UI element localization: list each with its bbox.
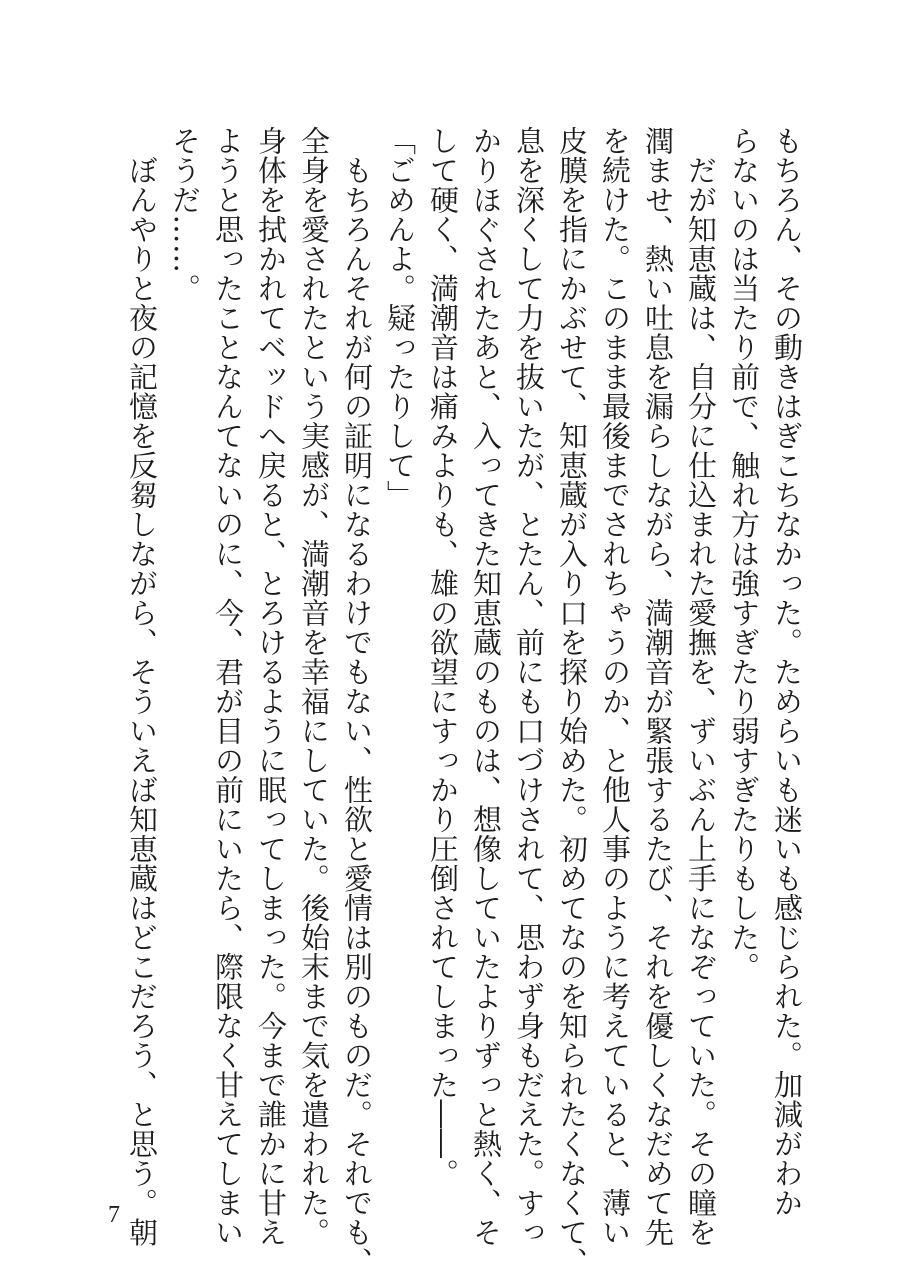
text-line: 「ごめんよ。疑ったりして」 bbox=[383, 126, 417, 510]
text-line: そうだ……。 bbox=[168, 126, 202, 303]
page-number: 7 bbox=[108, 1202, 120, 1228]
text-line: ようと思ったことなんてないのに、今、君が目の前にいたら、際限なく甘えてしまい bbox=[211, 126, 245, 1247]
text-line: かりほぐされたあと、入ってきた知恵蔵のものは、想像していたよりずっと熱く、そ bbox=[469, 126, 503, 1247]
text-line: もちろんそれが何の証明になるわけでもない、性欲と愛情は別のものだ。それでも、 bbox=[340, 126, 374, 1277]
text-line: して硬く、満潮音は痛みよりも、雄の欲望にすっかり圧倒されてしまった――。 bbox=[426, 126, 460, 1188]
text-line: ぼんやりと夜の記憶を反芻しながら、そういえば知恵蔵はどこだろう、と思う。朝 bbox=[125, 126, 159, 1247]
text-line: 息を深くして力を抜いたが、とたん、前にも口づけされて、思わず身もだえた。すっ bbox=[512, 126, 546, 1247]
text-line: だが知恵蔵は、自分に仕込まれた愛撫を、ずいぶん上手になぞっていた。その瞳を bbox=[684, 126, 718, 1247]
text-line: 皮膜を指にかぶせて、知恵蔵が入り口を探り始めた。初めてなのを知られたくなくて、 bbox=[555, 126, 589, 1277]
text-line: 全身を愛されたという実感が、満潮音を幸福にしていた。後始末まで気を遣われた。 bbox=[297, 126, 331, 1247]
text-line: 潤ませ、熱い吐息を漏らしながら、満潮音が緊張するたび、それを優しくなだめて先 bbox=[641, 126, 675, 1247]
text-line: もちろん、その動きはぎこちなかった。ためらいも迷いも感じられた。加減がわか bbox=[770, 126, 804, 1218]
vertical-text-body bbox=[120, 126, 808, 1277]
text-line: らないのは当たり前で、触れ方は強すぎたり弱すぎたりもした。 bbox=[727, 126, 761, 982]
text-line: を続けた。このまま最後までされちゃうのか、と他人事のように考えていると、薄い bbox=[598, 126, 632, 1247]
text-line: 身体を拭かれてベッドへ戻ると、とろけるように眠ってしまった。今まで誰かに甘え bbox=[254, 126, 288, 1247]
